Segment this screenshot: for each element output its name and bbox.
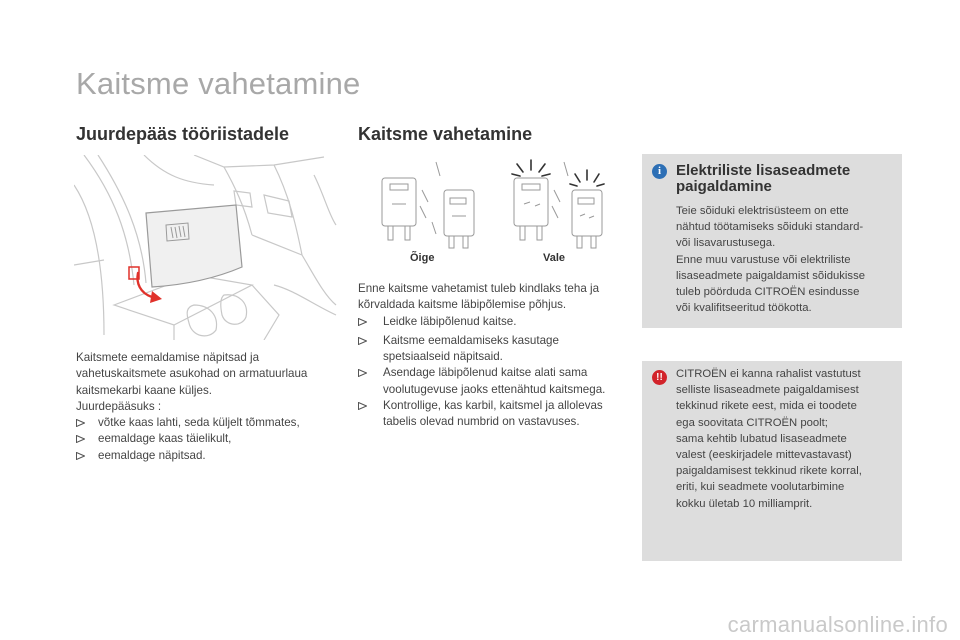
caption-good: Õige	[410, 252, 435, 264]
info-box-line: või lisavarustusega.	[676, 237, 776, 250]
list-item-text: Kaitsme eemaldamiseks kasutage	[383, 333, 559, 347]
list-item	[358, 314, 638, 330]
list-item-text: võtke kaas lahti, seda küljelt tõmmates,	[98, 416, 300, 430]
bullet-arrow-icon	[358, 402, 367, 410]
intro-line: kaitsmekarbi kaane küljes.	[76, 383, 212, 397]
info-box-line: nähtud töötamiseks sõiduki standard-	[676, 221, 864, 234]
list-item-text: Leidke läbipõlenud kaitse.	[383, 314, 517, 328]
bullet-arrow-icon	[358, 337, 367, 345]
list-item	[358, 398, 638, 431]
bullet-arrow-icon	[358, 318, 367, 326]
warning-box-text	[676, 366, 862, 512]
intro-line: Kaitsmete eemaldamise näpitsad ja	[76, 351, 260, 364]
caption-bad: Vale	[543, 252, 566, 264]
list-item-text: Kontrollige, kas karbil, kaitsmel ja allolevas	[383, 399, 603, 413]
info-box-title	[676, 163, 850, 195]
list-item	[76, 431, 348, 447]
info-box-text	[676, 203, 865, 316]
info-box-line: või kvalifitseeritud töökotta.	[676, 302, 812, 315]
info-box-line: Teie sõiduki elektrisüsteem on ette	[676, 205, 849, 217]
info-box-line: lisaseadmete paigaldamist sõidukisse	[676, 269, 866, 282]
middle-section-heading: Kaitsme vahetamine	[358, 124, 533, 144]
bullet-arrow-icon	[76, 435, 85, 443]
info-icon: i	[652, 164, 667, 179]
info-box-title-line: Elektriliste lisaseadmete	[676, 162, 851, 179]
middle-section-body	[358, 281, 638, 431]
bullet-arrow-icon	[358, 369, 367, 377]
warning-box-line: eriti, kui seadmete voolutarbimine	[676, 481, 845, 494]
info-box-line: tuleb pöörduda CITROËN esindusse	[676, 286, 860, 299]
list-item	[358, 365, 638, 398]
warning-box	[642, 361, 902, 561]
list-item-text: eemaldage kaas täielikult,	[98, 432, 232, 446]
warning-box-line: paigaldamisest tekkinud rikete korral,	[676, 465, 862, 478]
warning-box-line: sama kehtib lubatud lisaseadmete	[676, 432, 847, 445]
warning-box-line: tekkinud rikete eest, mida ei toodete	[676, 400, 857, 413]
left-section-body	[76, 350, 348, 464]
warning-box-line: ega soovitata CITROËN poolt;	[676, 416, 828, 429]
intro-line: kõrvaldada kaitsme läbipõlemise põhjus.	[358, 298, 567, 312]
info-box-line: Enne muu varustuse või elektriliste	[676, 253, 851, 266]
page-title: Kaitsme vahetamine	[76, 66, 361, 101]
warning-box-line: valest (eeskirjadele mittevastavast)	[676, 449, 852, 462]
intro-line: vahetuskaitsmete asukohad on armatuurlaua	[76, 367, 308, 381]
list-item-text: Asendage läbipõlenud kaitse alati sama	[383, 366, 588, 380]
intro-line: Enne kaitsme vahetamist tuleb kindlaks teha ja	[358, 282, 600, 295]
left-section-heading: Juurdepääs tööriistadele	[76, 124, 290, 144]
list-item	[358, 333, 638, 366]
list-item-text: spetsiaalseid näpitsaid.	[383, 350, 503, 364]
warning-box-line: CITROËN ei kanna rahalist vastutust	[676, 368, 861, 380]
bullet-arrow-icon	[76, 419, 85, 427]
intro-line: Juurdepääsuks :	[76, 399, 162, 413]
glovebox-fuse-cover-illustration	[74, 155, 338, 340]
list-item-text: eemaldage näpitsad.	[98, 448, 206, 462]
list-item	[76, 415, 348, 431]
warning-box-line: selliste lisaseadmete paigaldamisest	[676, 384, 859, 397]
list-item-text: tabelis olevad numbrid on vastavuses.	[383, 415, 580, 429]
list-item-text: voolutugevuse jaoks ettenähtud kaitsmega.	[383, 382, 606, 396]
bullet-arrow-icon	[76, 452, 85, 460]
list-item	[76, 448, 348, 464]
warning-icon: !!	[652, 370, 667, 385]
warning-box-line: kokku ületab 10 milliamprit.	[676, 497, 813, 510]
info-box-title-line: paigaldamine	[676, 178, 772, 195]
info-box	[642, 154, 902, 328]
watermark: carmanualsonline.info	[727, 612, 948, 637]
fuse-good-vs-blown-illustration	[372, 154, 612, 254]
